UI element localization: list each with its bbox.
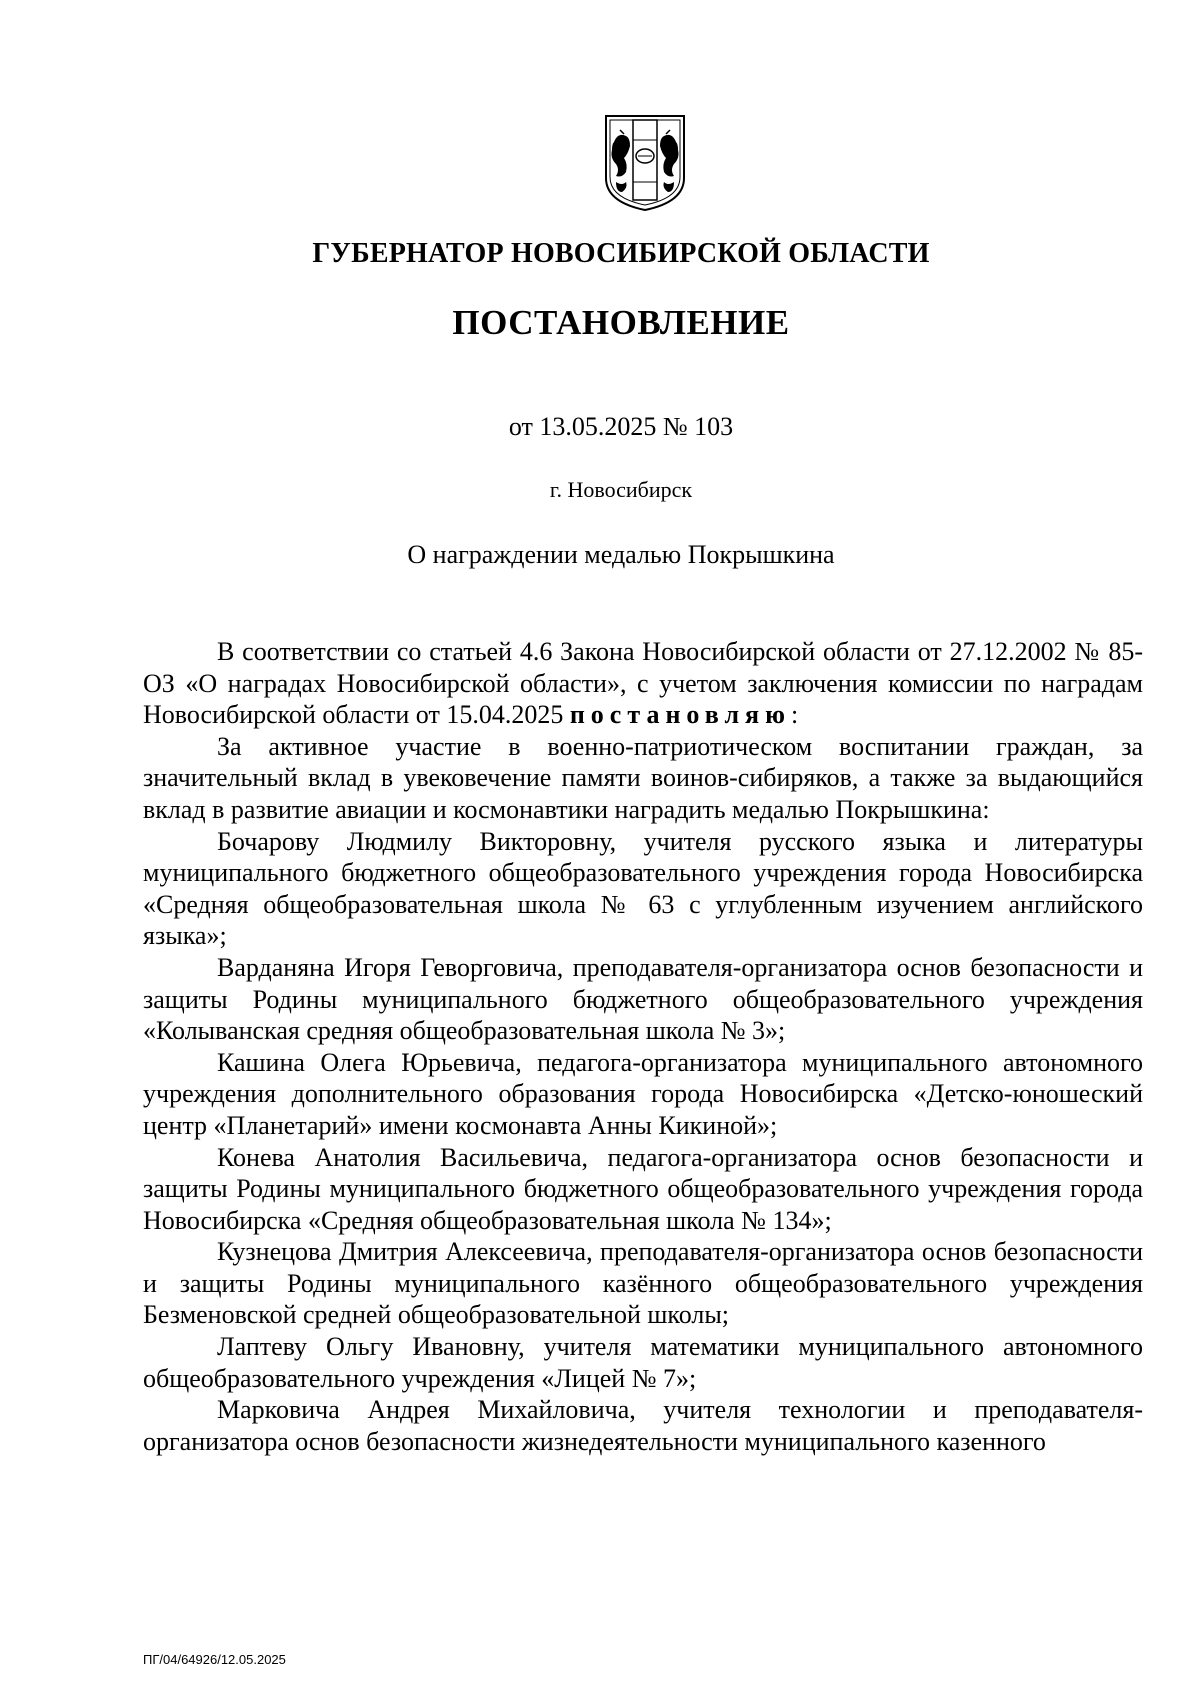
document-body xyxy=(143,636,1143,1457)
awardee-paragraph: Конева Анатолия Васильевича, педагога-организатора основ безопасности и защиты Родины муниципального бюджетного общеобразовательного учреждения города Новосибирска «Средняя общеобразовательная школа № 134»; xyxy=(143,1142,1143,1235)
intro-paragraph xyxy=(143,636,1143,731)
awardee-paragraph: Бочарову Людмилу Викторовну, учителя русского языка и литературы муниципального бюджетного общеобразовательного учреждения города Новосибирска «Средняя общеобразовательная школа № 63 с углубленным изучением английского языка»; xyxy=(143,826,1143,951)
awardee-paragraph: Кузнецова Дмитрия Алексеевича, преподавателя-организатора основ безопасности и защиты Родины муниципального казённого общеобразовательного учреждения Безменовской средней общеобразовательной школы; xyxy=(143,1237,1143,1330)
awardee-paragraph: Марковича Андрея Михайловича, учителя технологии и преподавателя-организатора основ безопасности жизнедеятельности муниципального казенного xyxy=(143,1395,1143,1456)
awardee-paragraph: Варданяна Игоря Геворговича, преподавателя-организатора основ безопасности и защиты Родины муниципального бюджетного общеобразовательного учреждения «Колыванская средняя общеобразовательная школа № 3»; xyxy=(143,952,1143,1046)
intro-colon: : xyxy=(791,700,799,730)
document-subject: О награждении медалью Покрышкина xyxy=(407,540,835,569)
coat-of-arms-icon xyxy=(600,112,690,212)
date-and-number: от 13.05.2025 № 103 xyxy=(508,412,734,441)
city-label: г. Новосибирск xyxy=(549,477,693,502)
intro-text: В соответствии со статьей 4.6 Закона Новосибирской области от 27.12.2002 № 85-ОЗ «О наградах Новосибирской области», с учетом заключения комиссии по наградам Новосибирской области от 15.04.2025 xyxy=(143,637,1143,730)
authority-title: ГУБЕРНАТОР НОВОСИБИРСКОЙ ОБЛАСТИ xyxy=(312,238,930,269)
awardee-paragraph: Кашина Олега Юрьевича, педагога-организатора муниципального автономного учреждения дополнительного образования города Новосибирска «Детско-юношеский центр «Планетарий» имени космонавта Анны Кикиной»; xyxy=(143,1047,1143,1140)
awardee-paragraph: Лаптеву Ольгу Ивановну, учителя математики муниципального автономного общеобразовательного учреждения «Лицей № 7»; xyxy=(143,1332,1143,1393)
body-paragraph: За активное участие в военно-патриотическом воспитании граждан, за значительный вклад в увековечение памяти воинов-сибиряков, а также за выдающийся вклад в развитие авиации и космонавтики наградить медалью Покрышкина: xyxy=(143,731,1143,824)
document-registration-code: ПГ/04/64926/12.05.2025 xyxy=(143,1652,286,1667)
decree-keyword: постановляю xyxy=(569,700,791,730)
document-type-heading: ПОСТАНОВЛЕНИЕ xyxy=(452,303,790,342)
